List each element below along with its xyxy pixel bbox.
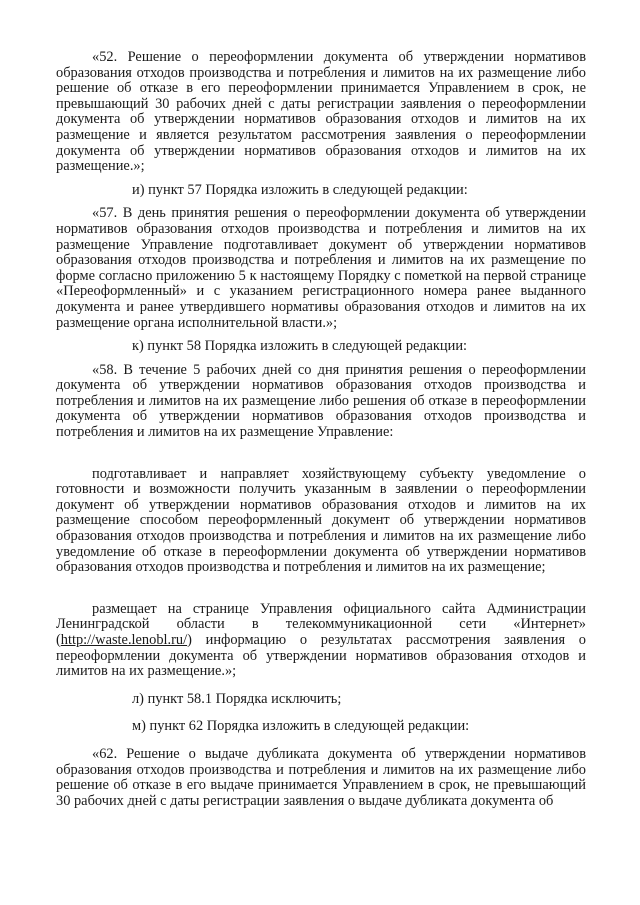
list-item-m: м) пункт 62 Порядка изложить в следующей редакции: xyxy=(132,718,470,735)
paragraph-57: «57. В день принятия решения о переоформлении документа об утверждении нормативов образования отходов производства и потребления и лимитов на их размещение Управление подготавливает документ об утверждении нормативов образования отходов производства и потребления и лимитов на их размещение по форме согласно приложению 5 к настоящему Порядку с пометкой на первой странице «Переоформленный» и с указанием регистрационного номера ранее выданного документа и ранее утвердившего нормативы образования отходов и лимитов на их размещение органа исполнительной власти.»; xyxy=(56,205,586,331)
paragraph-58-prepares: подготавливает и направляет хозяйствующему субъекту уведомление о готовности и возможности получить указанным в заявлении о переоформлении документ об утверждении нормативов образования отходов и лимитов на их размещение способом переоформленный документ об утверждении нормативов образования отходов производства и потребления и лимитов на их размещение либо уведомление об отказе в переоформлении документа об утверждении нормативов образования отходов производства и потребления и лимитов на их размещение; xyxy=(56,465,586,576)
paragraph-62: «62. Решение о выдаче дубликата документа об утверждении нормативов образования отходов производства и потребления и лимитов на их размещение либо решение об отказе в его выдаче принимается Управлением в срок, не превышающий 30 рабочих дней с даты регистрации заявления о выдаче дубликата документа об xyxy=(56,745,586,809)
list-item-k: к) пункт 58 Порядка изложить в следующей редакции: xyxy=(132,338,468,355)
list-item-l: л) пункт 58.1 Порядка исключить; xyxy=(132,690,342,707)
paragraph-58-places-text-end: ) информацию о результатах рассмотрения заявления о переоформлении документа об утверждении нормативов образования отходов и лимитов на их размещение.»; xyxy=(56,632,586,680)
paragraph-58-places xyxy=(56,602,586,680)
paragraph-52: «52. Решение о переоформлении документа об утверждении нормативов образования отходов производства и потребления и лимитов на их размещение либо решение об отказе в его переоформлении принимается Управлением в срок, не превышающий 30 рабочих дней с даты регистрации заявления о переоформлении документа об утверждении нормативов образования отходов и лимитов на их размещение и является результатом рассмотрения заявления о переоформлении документа об утверждении нормативов образования отходов и лимитов на их размещение.»; xyxy=(56,49,586,175)
waste-site-link[interactable]: http://waste.lenobl.ru/ xyxy=(60,632,188,648)
document-body xyxy=(56,50,586,809)
paragraph-58-places-text: размещает на странице Управления официального сайта Администрации Ленинградской области в телекоммуникационной сети «Интернет» ( xyxy=(56,600,586,648)
list-item-i: и) пункт 57 Порядка изложить в следующей редакции: xyxy=(132,181,468,198)
paragraph-58: «58. В течение 5 рабочих дней со дня принятия решения о переоформлении документа об утверждении нормативов образования отходов производства и потребления и лимитов на их размещение либо решения об отказе в переоформлении документа об утверждении нормативов образования отходов производства и потребления и лимитов на их размещение Управление: xyxy=(56,361,586,441)
